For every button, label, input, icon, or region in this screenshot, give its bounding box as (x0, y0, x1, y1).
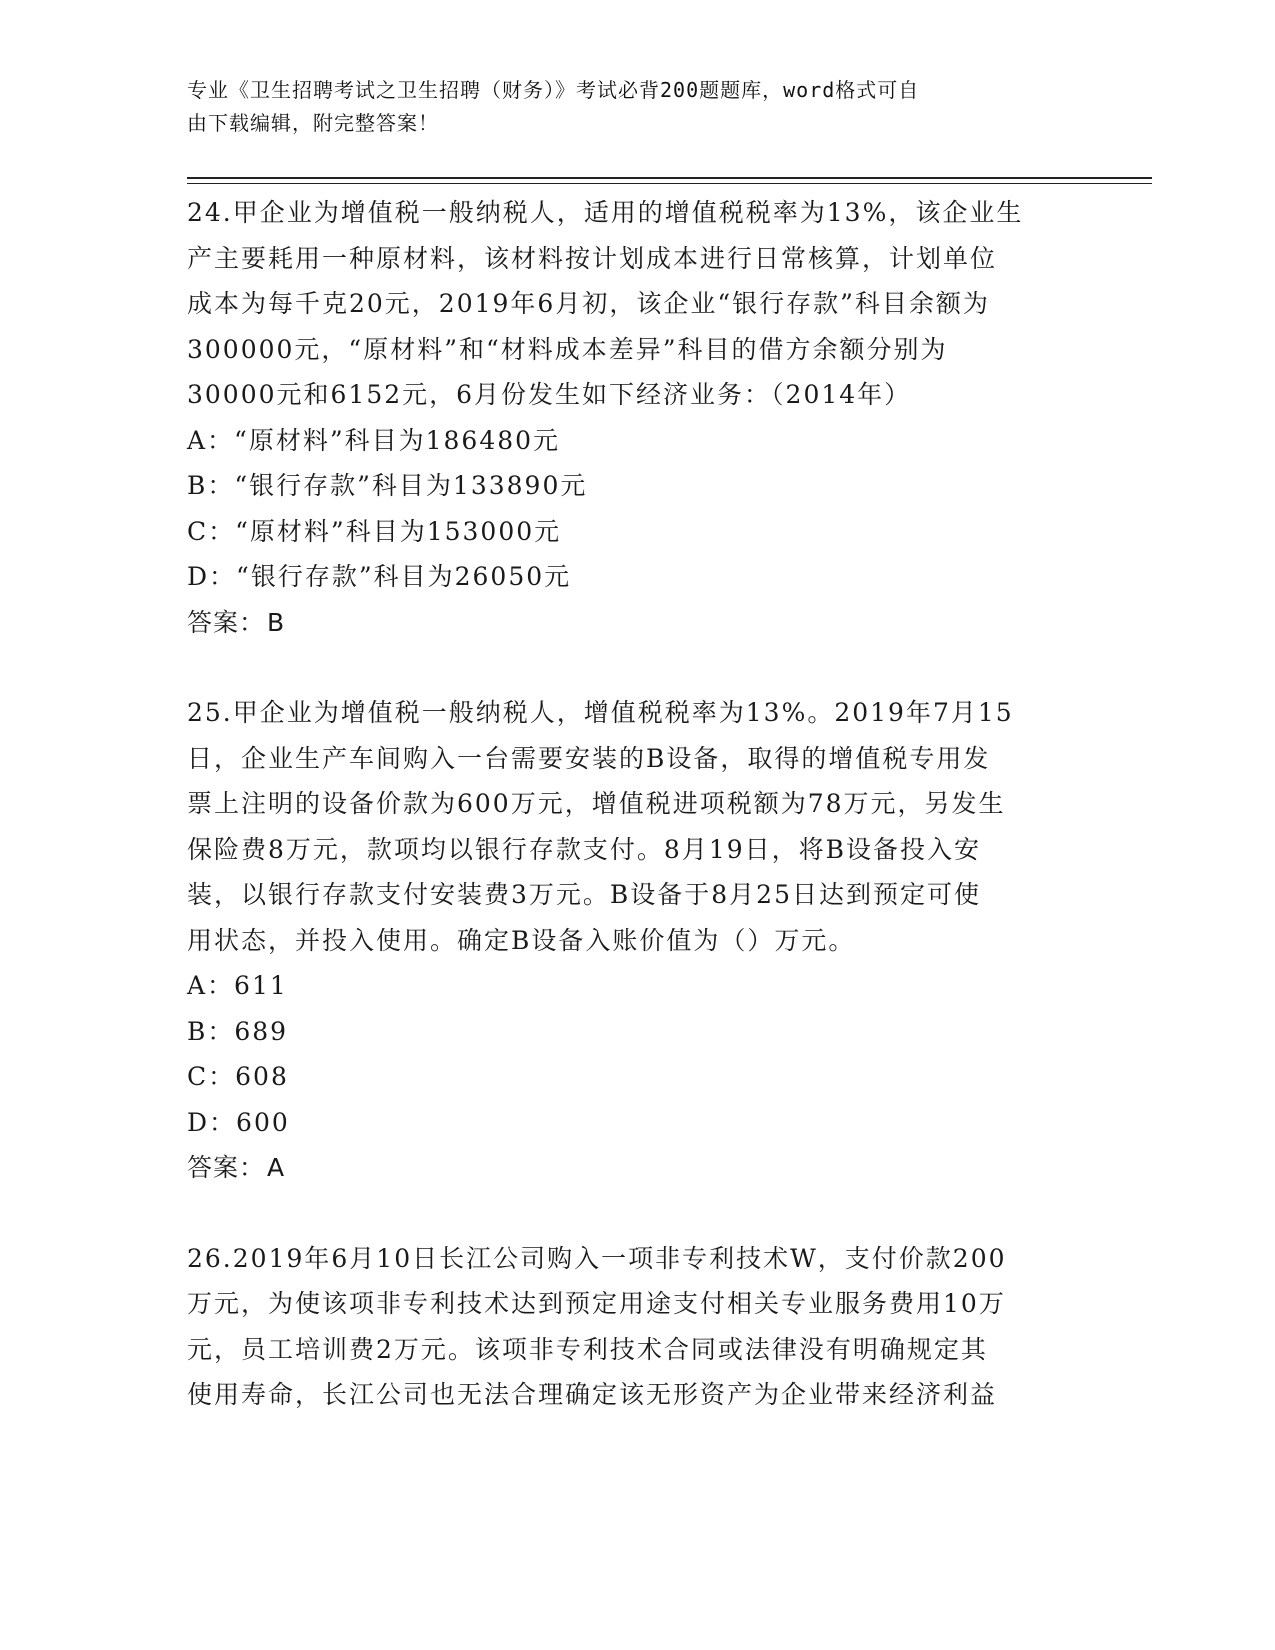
stem-line: 万元，为使该项非专利技术达到预定用途支付相关专业服务费用10万 (187, 1289, 1006, 1318)
stem-line: 300000元，“原材料”和“材料成本差异”科目的借方余额分别为 (187, 334, 948, 364)
document-header (187, 74, 1067, 140)
question-stem (187, 690, 1087, 963)
question-spacer (187, 1191, 1087, 1236)
answer-value: A (267, 1153, 286, 1182)
option-c: C：608 (187, 1062, 289, 1091)
option-d: D：600 (187, 1107, 290, 1137)
question-list (187, 190, 1087, 1418)
answer-value: B (267, 607, 286, 637)
option-a: A：“原材料”科目为186480元 (187, 425, 561, 455)
stem-line: 保险费8万元，款项均以银行存款支付。8月19日，将B设备投入安 (187, 834, 981, 864)
stem-line: 24.甲企业为增值税一般纳税人，适用的增值税税率为13%，该企业生 (187, 198, 1024, 227)
stem-line: 元，员工培训费2万元。该项非专利技术合同或法律没有明确规定其 (187, 1334, 988, 1364)
question-25 (187, 690, 1087, 1191)
stem-line: 30000元和6152元，6月份发生如下经济业务：（2014年） (187, 380, 912, 409)
question-stem (187, 1236, 1087, 1418)
option-a: A：611 (187, 971, 288, 1000)
header-line-1: 专业《卫生招聘考试之卫生招聘（财务）》考试必背200题题库，word格式可自 (187, 78, 920, 102)
stem-line: 使用寿命，长江公司也无法合理确定该无形资产为企业带来经济利益 (187, 1380, 998, 1409)
stem-line: 装，以银行存款支付安装费3万元。B设备于8月25日达到预定可使 (187, 880, 981, 909)
answer-label: 答案： (187, 607, 266, 637)
answer-label: 答案： (187, 1153, 266, 1182)
stem-line: 产主要耗用一种原材料，该材料按计划成本进行日常核算，计划单位 (187, 243, 998, 273)
stem-line: 票上注明的设备价款为600万元，增值税进项税额为78万元，另发生 (187, 789, 1006, 818)
stem-line: 26.2019年6月10日长江公司购入一项非专利技术W，支付价款200 (187, 1243, 1007, 1273)
stem-line: 日，企业生产车间购入一台需要安装的B设备，取得的增值税专用发 (187, 743, 991, 773)
header-divider-thin (187, 183, 1152, 184)
header-line-2: 由下载编辑，附完整答案！ (187, 111, 439, 135)
header-divider-thick (187, 177, 1152, 179)
question-26 (187, 1236, 1087, 1418)
answer-line (187, 600, 1087, 646)
stem-line: 用状态，并投入使用。确定B设备入账价值为（）万元。 (187, 925, 856, 955)
stem-line: 25.甲企业为增值税一般纳税人，增值税税率为13%。2019年7月15 (187, 698, 1014, 727)
option-d: D：“银行存款”科目为26050元 (187, 562, 572, 591)
question-stem (187, 190, 1087, 418)
stem-line: 成本为每千克20元，2019年6月初，该企业“银行存款”科目余额为 (187, 289, 990, 318)
question-24 (187, 190, 1087, 645)
option-c: C：“原材料”科目为153000元 (187, 516, 562, 546)
option-b: B：689 (187, 1016, 289, 1046)
option-b: B：“银行存款”科目为133890元 (187, 471, 588, 500)
answer-line (187, 1145, 1087, 1191)
question-spacer (187, 645, 1087, 690)
